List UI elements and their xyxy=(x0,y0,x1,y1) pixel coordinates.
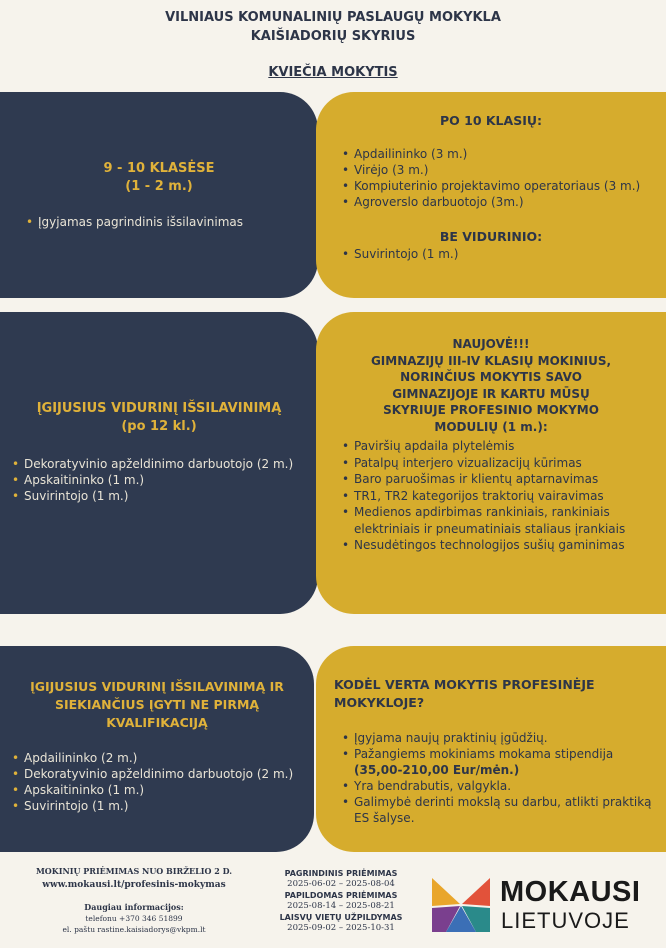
panel-grades-9-10-list xyxy=(24,214,304,230)
panel-why-title: KODĖL VERTA MOKYTIS PROFESINĖJE MOKYKLOJE? xyxy=(334,677,595,710)
list-item: • Dekoratyvinio apželdinimo darbuotojo (2 m.) xyxy=(10,766,312,782)
panel-why-vocational xyxy=(316,646,666,852)
list-item: • Paviršių apdaila plytelėmis xyxy=(340,438,662,455)
panel-grades-9-10 xyxy=(0,92,318,298)
panel-second-qualification-title: ĮGIJUSIUS VIDURINĮ IŠSILAVINIMĄ IR SIEKIANČIUS ĮGYTI NE PIRMĄ KVALIFIKACIJĄ xyxy=(30,679,284,730)
admission-note: MOKINIŲ PRIĖMIMAS NUO BIRŽELIO 2 D. xyxy=(35,866,233,876)
more-info-label: Daugiau informacijos: xyxy=(84,902,184,912)
list-item: • Agroverslo darbuotojo (3m.) xyxy=(340,194,664,210)
footer-contacts xyxy=(10,866,258,935)
panel-after-10-list xyxy=(340,146,664,210)
panel-why-list xyxy=(340,730,662,826)
panel-second-qualification xyxy=(0,646,314,852)
extra-admission-dates: 2025-08-14 – 2025-08-21 xyxy=(287,901,395,911)
phone-text: telefonu +370 346 51899 xyxy=(85,914,183,923)
list-item: • Medienos apdirbimas rankiniais, rankiniais elektriniais ir pneumatiniais staliaus įrankiais xyxy=(340,504,662,537)
mokausi-logo xyxy=(430,876,662,934)
list-item: • Apdailininko (3 m.) xyxy=(340,146,664,162)
school-branch: KAIŠIADORIŲ SKYRIUS xyxy=(250,29,416,44)
list-item: • Galimybė derinti mokslą su darbu, atlikti praktiką ES šalyse. xyxy=(340,794,662,826)
invite-heading: KVIEČIA MOKYTIS xyxy=(268,65,398,80)
list-item: • Suvirintojo (1 m.) xyxy=(10,488,315,504)
list-item: • Pažangiems mokiniams mokama stipendija (35,00-210,00 Eur/mėn.) xyxy=(340,746,662,778)
email-text: el. paštu rastine.kaisiadorys@vkpm.lt xyxy=(62,925,206,934)
panel-after-10 xyxy=(316,92,666,298)
school-name: VILNIAUS KOMUNALINIŲ PASLAUGŲ MOKYKLA xyxy=(165,10,501,25)
mokausi-logo-icon xyxy=(430,876,492,934)
list-item: • Kompiuterinio projektavimo operatoriaus (3 m.) xyxy=(340,178,664,194)
panel-after-12-list xyxy=(10,456,315,504)
panel-no-secondary-title: BE VIDURINIO: xyxy=(439,229,543,244)
list-item: • Apskaitininko (1 m.) xyxy=(10,472,315,488)
school-header xyxy=(0,8,666,46)
website-link[interactable]: www.mokausi.lt/profesinis-mokymas xyxy=(42,880,226,890)
logo-line1: MOKAUSI xyxy=(500,876,641,908)
logo-line2: LIETUVOJE xyxy=(501,908,630,933)
main-admission-dates: 2025-06-02 – 2025-08-04 xyxy=(287,879,395,889)
list-item: • TR1, TR2 kategorijos traktorių vairavimas xyxy=(340,488,662,505)
list-item: • Suvirintojo (1 m.) xyxy=(340,246,640,262)
list-item: • Yra bendrabutis, valgykla. xyxy=(340,778,662,794)
list-item: • Apdailininko (2 m.) xyxy=(10,750,312,766)
panel-novelty-list xyxy=(340,438,662,554)
panel-after-12-title: ĮGIJUSIUS VIDURINĮ IŠSILAVINIMĄ (po 12 kl.) xyxy=(36,401,282,434)
panel-no-secondary-list xyxy=(340,246,640,262)
free-places-label: LAISVŲ VIETŲ UŽPILDYMAS xyxy=(279,913,403,922)
list-item: • Įgyjamas pagrindinis išsilavinimas xyxy=(24,214,304,230)
panel-grades-9-10-title: 9 - 10 KLASĖSE (1 - 2 m.) xyxy=(103,161,215,194)
list-item: • Įgyjama naujų praktinių įgūdžių. xyxy=(340,730,662,746)
extra-admission-label: PAPILDOMAS PRIĖMIMAS xyxy=(284,891,398,900)
free-places-dates: 2025-09-02 – 2025-10-31 xyxy=(287,923,395,933)
list-item: • Baro paruošimas ir klientų aptarnavimas xyxy=(340,471,662,488)
list-item: • Virėjo (3 m.) xyxy=(340,162,664,178)
panel-second-qualification-list xyxy=(10,750,312,814)
list-item: • Dekoratyvinio apželdinimo darbuotojo (2 m.) xyxy=(10,456,315,472)
main-admission-label: PAGRINDINIS PRIĖMIMAS xyxy=(284,869,398,878)
panel-after-12 xyxy=(0,312,318,614)
list-item: • Suvirintojo (1 m.) xyxy=(10,798,312,814)
panel-novelty-title: NAUJOVĖ!!! GIMNAZIJŲ III-IV KLASIŲ MOKINIUS, NORINČIUS MOKYTIS SAVO GIMNAZIJOJE IR KARTU MŪSŲ SKYRIUJE PROFESINIO MOKYMO MODULIŲ (1 m.): xyxy=(370,337,612,434)
list-item: • Patalpų interjero vizualizacijų kūrimas xyxy=(340,455,662,472)
admission-dates xyxy=(262,868,420,934)
panel-novelty-modules xyxy=(316,312,666,614)
list-item: • Nesudėtingos technologijos sušių gaminimas xyxy=(340,537,662,554)
list-item: • Apskaitininko (1 m.) xyxy=(10,782,312,798)
panel-after-10-title: PO 10 KLASIŲ: xyxy=(439,113,542,128)
stipend-amount: (35,00-210,00 Eur/mėn.) xyxy=(354,763,520,777)
